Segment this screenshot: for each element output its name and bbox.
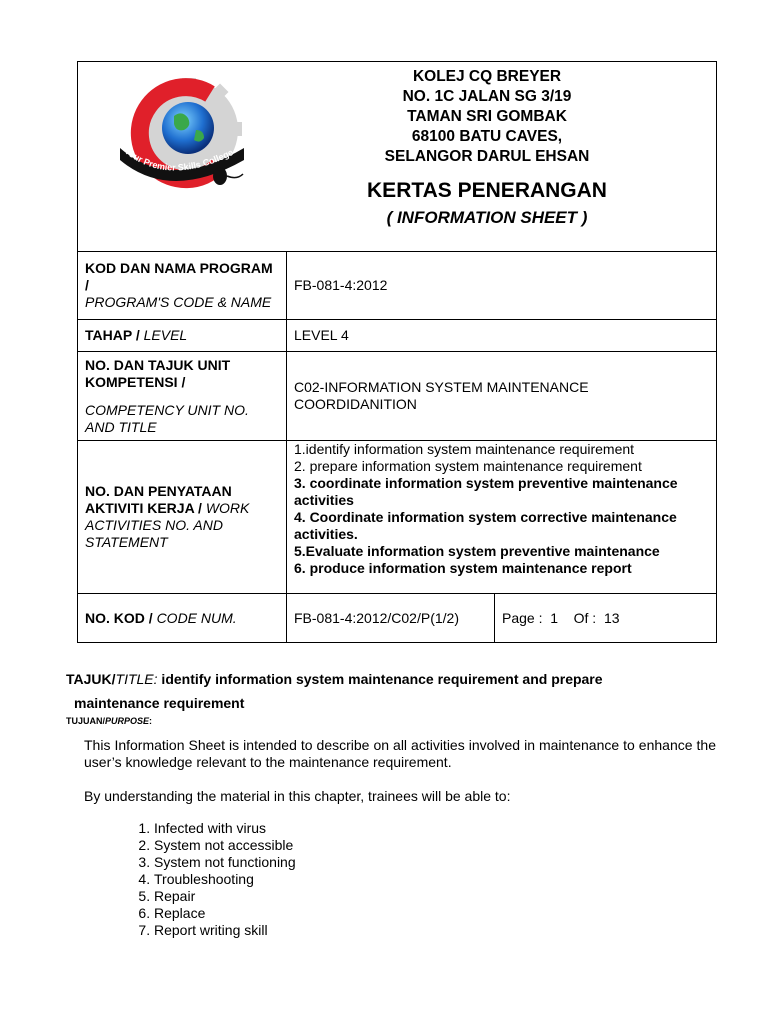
level-label-italic: LEVEL (143, 327, 188, 343)
purpose-paragraph: This Information Sheet is intended to describe on all activities involved in maintenance to enhance the user’s knowledge relevant to the maintenance requirement. (84, 737, 716, 770)
unit-value: C02-INFORMATION SYSTEM MAINTENANCE COORDIDANITION (287, 352, 717, 441)
activities-list (287, 441, 717, 594)
header-table (77, 61, 717, 643)
unit-label-bold: NO. DAN TAJUK UNIT KOMPETENSI / (85, 356, 231, 390)
activities-label (78, 441, 287, 594)
address-line: KOLEJ CQ BREYER (412, 68, 562, 85)
purpose-label-bold: TUJUAN/ (66, 716, 106, 726)
list-item: 3. System not functioning (154, 854, 296, 871)
activity-item: 1.identify information system maintenance requirement (294, 441, 635, 457)
list-item: 1. Infected with virus (154, 820, 296, 837)
page-count: Page : 1 Of : 13 (495, 594, 717, 643)
activities-label-italic: WORK ACTIVITIES NO. AND STATEMENT (85, 500, 250, 550)
program-label-bold: KOD DAN NAMA PROGRAM / (85, 260, 273, 293)
program-label (78, 252, 287, 320)
unit-label-italic: COMPETENCY UNIT NO. AND TITLE (85, 401, 249, 435)
college-address (258, 67, 716, 167)
list-item: 6. Replace (154, 905, 296, 922)
code-label (78, 594, 287, 643)
activity-item: 5.Evaluate information system preventive maintenance (294, 543, 660, 559)
activity-item: 2. prepare information system maintenance requirement (294, 458, 642, 474)
intro-paragraph: By understanding the material in this chapter, trainees will be able to: (84, 788, 511, 804)
purpose-colon: : (149, 716, 153, 726)
code-value: FB-081-4:2012/C02/P(1/2) (287, 594, 495, 643)
address-line: 68100 BATU CAVES, (411, 128, 563, 145)
activity-item: 6. produce information system maintenance report (294, 560, 632, 576)
activities-label-bold: NO. DAN PENYATAAN AKTIVITI KERJA / (85, 483, 232, 516)
title-label-italic: TITLE: (115, 671, 158, 687)
document-subtitle: ( INFORMATION SHEET ) (386, 208, 588, 227)
header-cell (78, 62, 717, 252)
list-item: 4. Troubleshooting (154, 871, 296, 888)
program-label-italic: PROGRAM'S CODE & NAME (85, 294, 272, 310)
title-text: identify information system maintenance requirement and prepare (157, 671, 603, 687)
unit-label (78, 352, 287, 441)
section-title (66, 667, 726, 715)
list-item: 7. Report writing skill (154, 922, 296, 939)
address-line: NO. 1C JALAN SG 3/19 (402, 88, 572, 105)
list-item: 5. Repair (154, 888, 296, 905)
document-title: KERTAS PENERANGAN (367, 179, 607, 202)
purpose-label-italic: PURPOSE (105, 716, 150, 726)
level-value: LEVEL 4 (287, 320, 717, 352)
program-value: FB-081-4:2012 (287, 252, 717, 320)
outcome-list (92, 820, 296, 939)
code-label-bold: NO. KOD / (85, 609, 153, 626)
purpose-label (66, 716, 152, 726)
level-label-bold: TAHAP / (85, 327, 140, 343)
college-logo-icon (110, 78, 250, 196)
activity-item: 3. coordinate information system preventive maintenance activities (294, 475, 678, 508)
activity-item: 4. Coordinate information system corrective maintenance activities. (294, 509, 677, 542)
address-line: TAMAN SRI GOMBAK (407, 108, 567, 125)
level-label (78, 320, 287, 352)
list-item: 2. System not accessible (154, 837, 296, 854)
logo-text: Your Premier Skills College (122, 145, 235, 173)
title-text-cont: maintenance requirement (74, 695, 245, 711)
code-label-italic: CODE NUM. (156, 609, 237, 626)
address-line: SELANGOR DARUL EHSAN (384, 148, 590, 165)
title-label: TAJUK/ (66, 671, 116, 687)
